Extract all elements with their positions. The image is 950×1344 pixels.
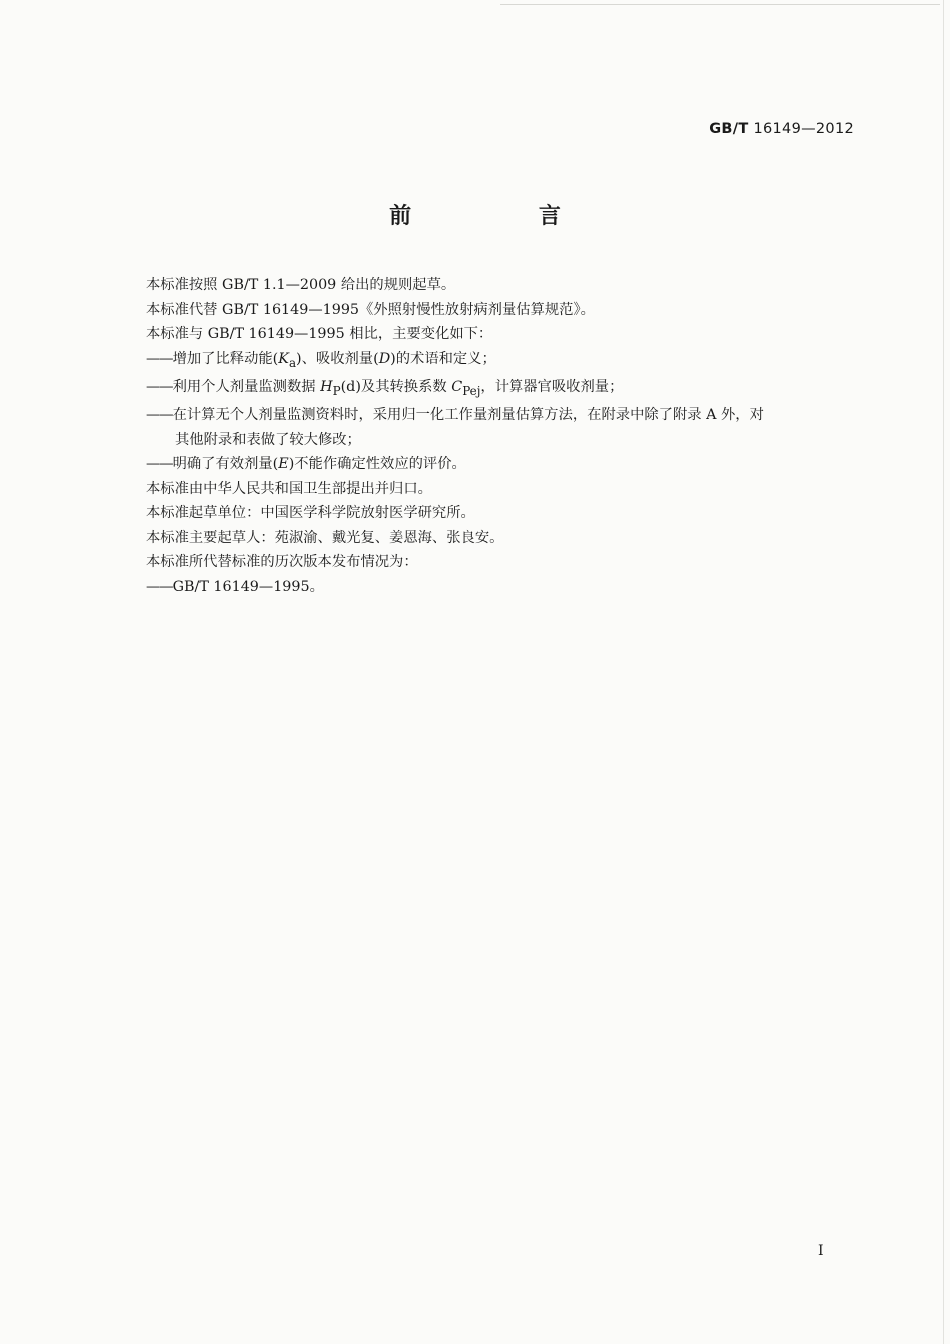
paragraph-drafting-rules: 本标准按照 GB/T 1.1—2009 给出的规则起草。 — [146, 277, 456, 293]
item-dash: —— — [146, 350, 173, 367]
symbol-c: C — [451, 378, 463, 395]
paragraph-changes-intro: 本标准与 GB/T 16149—1995 相比，主要变化如下： — [146, 326, 493, 342]
foreword-body — [146, 273, 866, 599]
symbol-k-subscript: a — [288, 355, 297, 370]
symbol-d: D — [378, 350, 391, 367]
item-dash: —— — [146, 407, 173, 424]
item-text: GB/T 16149—1995。 — [172, 578, 324, 595]
change-item-effective-dose — [146, 452, 866, 477]
item-dash: —— — [146, 378, 173, 395]
symbol-h: H — [320, 378, 333, 395]
change-item-monitoring — [146, 375, 866, 403]
paragraph-drafting-unit: 本标准起草单位：中国医学科学院放射医学研究所。 — [146, 505, 475, 522]
symbol-c-subscript: Pej — [462, 383, 481, 398]
scan-edge-top — [500, 4, 940, 5]
symbol-h-subscript: P — [332, 383, 341, 398]
symbol-e: E — [278, 456, 289, 473]
item-text: )的术语和定义； — [390, 350, 496, 367]
item-text: )、吸收剂量( — [296, 350, 379, 367]
page-title: 前 言 — [389, 204, 621, 229]
history-item — [146, 575, 866, 600]
paragraph-history-intro: 本标准所代替标准的历次版本发布情况为： — [146, 554, 418, 571]
item-text: 增加了比释动能( — [172, 350, 279, 367]
paragraph-drafters: 本标准主要起草人：苑淑渝、戴光复、姜恩海、张良安。 — [146, 529, 504, 546]
paragraph-proposer: 本标准由中华人民共和国卫生部提出并归口。 — [146, 480, 432, 497]
item-text: (d)及其转换系数 — [340, 378, 452, 395]
change-item-terms — [146, 347, 866, 375]
document-code-prefix: GB/T — [709, 121, 749, 137]
item-text: 利用个人剂量监测数据 — [172, 378, 321, 395]
document-code-number: 16149—2012 — [753, 121, 854, 137]
change-item-normalized-method — [146, 403, 866, 428]
item-text: )不能作确定性效应的评价。 — [288, 456, 466, 473]
document-code — [709, 121, 854, 137]
change-item-normalized-method-continued: 其他附录和表做了较大修改； — [175, 431, 361, 448]
page-number: I — [818, 1243, 824, 1259]
paragraph-replaces: 本标准代替 GB/T 16149—1995《外照射慢性放射病剂量估算规范》。 — [146, 301, 595, 318]
item-text: ，计算器官吸收剂量； — [480, 378, 624, 395]
item-text: 在计算无个人剂量监测资料时，采用归一化工作量剂量估算方法，在附录中除了附录 A 外，对 — [172, 407, 764, 424]
item-dash: —— — [146, 456, 173, 473]
symbol-k: K — [278, 350, 289, 367]
item-text: 明确了有效剂量( — [172, 456, 279, 473]
item-dash: —— — [146, 578, 173, 595]
